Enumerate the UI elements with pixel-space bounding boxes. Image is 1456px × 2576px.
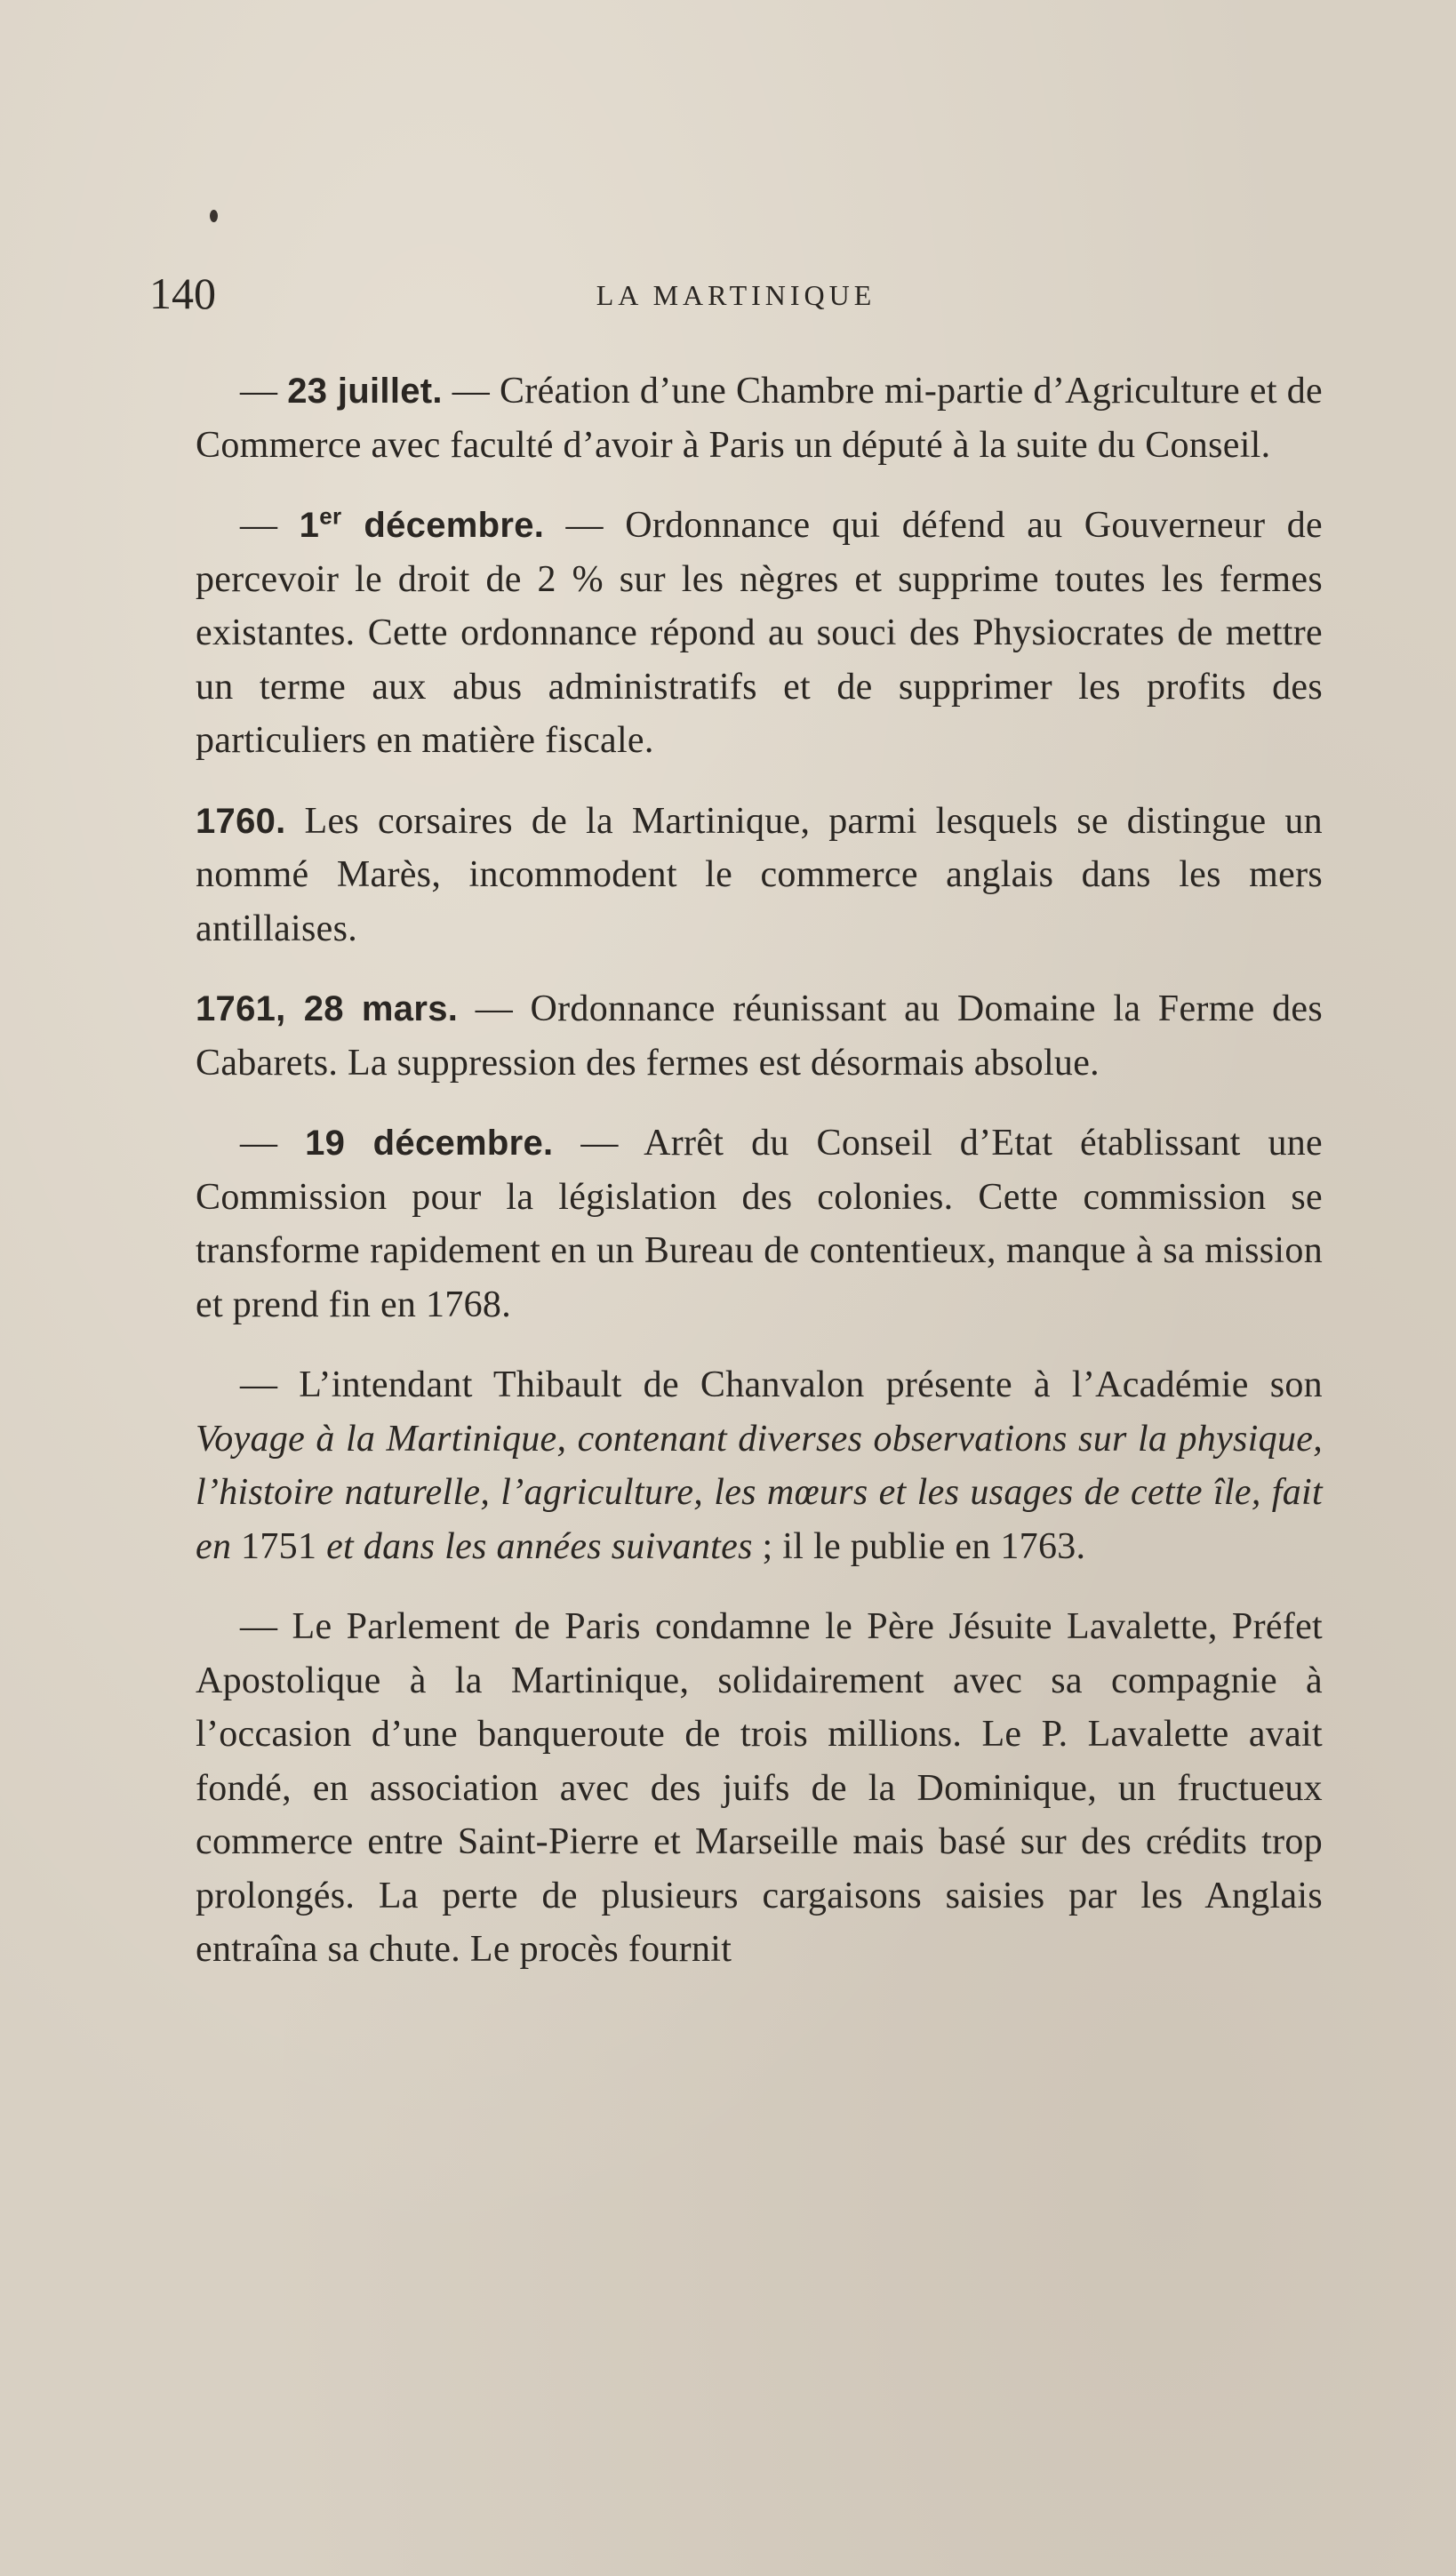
entry-text: — Le Parlement de Paris condamne le Père Jésuite Lavalette, Préfet Apostolique à la Martinique, solidairement avec sa compagnie à l’occasion d’une banqueroute de trois millions. Le P. Lavalette avait fondé, en association avec des juifs de la Dominique, un fructueux commerce entre Saint-Pierre et Marseille mais basé sur des crédits trop prolongés. La perte de plusieurs cargaisons saisies par les Anglais entraîna sa chute. Le procès fournit — [196, 1606, 1323, 1970]
book-title-end: et dans les années suivantes — [326, 1525, 753, 1567]
entry-text: — Ordonnance qui défend au Gouverneur de percevoir le droit de 2 % sur les nègres et supprime toutes les fermes existantes. Cette ordonnance répond au souci des Physiocrates de mettre un terme aux abus administratifs et de supprimer les profits des particuliers en matière fiscale. — [196, 505, 1323, 761]
entry-19-decembre — [196, 1116, 1323, 1332]
entry-text: — L’intendant Thibault de Chanvalon présente à l’Académie son — [240, 1364, 1323, 1405]
entry-text: — Arrêt du Conseil d’Etat établissant une Commission pour la législation des colonies. Cette commission se transforme rapidement en un Bureau de contentieux, manque à sa mission et prend fin en 1768. — [196, 1123, 1323, 1325]
entry-text: — Création d’une Chambre mi-partie d’Agriculture et de Commerce avec faculté d’avoir à Paris un député à la suite du Conseil. — [196, 371, 1323, 466]
entry-1761-28-mars — [196, 982, 1323, 1090]
entry-dash: — — [240, 505, 300, 546]
entry-date: 1760. — [196, 801, 286, 841]
entry-chanvalon — [196, 1358, 1323, 1573]
running-head — [149, 267, 1323, 320]
entry-date: 1761, 28 mars. — [196, 989, 459, 1028]
running-title: LA MARTINIQUE — [596, 279, 876, 311]
entry-date: 19 décembre. — [305, 1124, 554, 1163]
entry-23-juillet — [196, 364, 1323, 472]
entry-dash: — — [240, 1123, 306, 1164]
book-title: Voyage à la Martinique, contenant diverses observations sur la physique, l’histoire naturelle, l’agriculture, les mœurs et les usages de cette île, fait en — [196, 1418, 1323, 1567]
entry-text: Les corsaires de la Martinique, parmi lesquels se distingue un nommé Marès, incommodent le commerce anglais dans les mers antillaises. — [196, 800, 1323, 949]
entry-date-superscript: er — [319, 502, 342, 530]
entry-date-day: 1 — [299, 506, 320, 545]
entry-date-month: décembre. — [341, 506, 545, 545]
entry-1er-decembre — [196, 499, 1323, 768]
entry-date: 23 juillet. — [287, 372, 443, 411]
entry-text: — Ordonnance réunissant au Domaine la Ferme des Cabarets. La suppression des fermes est désormais absolue. — [196, 988, 1323, 1084]
entry-date — [299, 502, 545, 545]
entry-text-end: ; il le publie en 1763. — [752, 1525, 1086, 1567]
entry-lavalette — [196, 1600, 1323, 1977]
ink-speck — [210, 210, 218, 222]
entry-1760 — [196, 795, 1323, 956]
entry-dash: — — [240, 371, 288, 412]
book-year: 1751 — [231, 1525, 327, 1567]
page-number: 140 — [149, 268, 216, 318]
body-text — [196, 364, 1323, 1977]
